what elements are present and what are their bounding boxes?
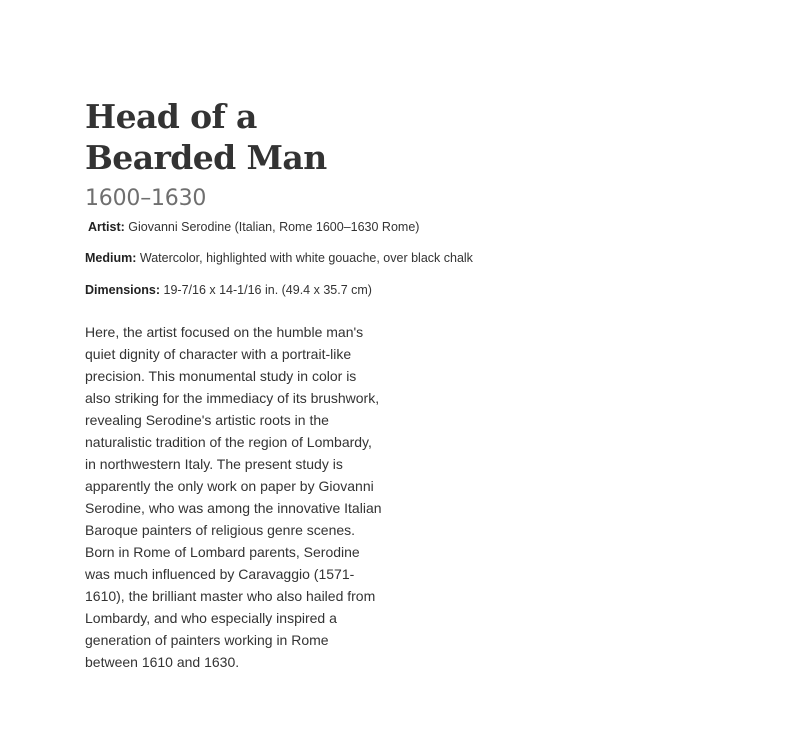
- artist-value: Giovanni Serodine (Italian, Rome 1600–1630 Rome): [128, 220, 420, 234]
- artwork-description: Here, the artist focused on the humble man's quiet dignity of character with a portrait-like precision. This monumental study in color is also striking for the immediacy of its brushwork, revealing Serodine's artistic roots in the naturalistic tradition of the region of Lombardy, in northwestern Italy. The present study is apparently the only work on paper by Giovanni Serodine, who was among the innovative Italian Baroque painters of religious genre scenes. Born in Rome of Lombard parents, Serodine was much influenced by Caravaggio (1571-1610), the brilliant master who also hailed from Lombardy, and who especially inspired a generation of painters working in Rome between 1610 and 1630.: [85, 324, 382, 670]
- dimensions-label: Dimensions:: [85, 283, 161, 297]
- artwork-date: 1600–1630: [85, 186, 207, 211]
- dimensions-value: 19-7/16 x 14-1/16 in. (49.4 x 35.7 cm): [163, 283, 372, 297]
- medium-label: Medium:: [85, 251, 137, 265]
- dimensions-line: [85, 282, 545, 298]
- medium-line: [85, 250, 545, 266]
- artist-label: Artist:: [88, 220, 125, 234]
- artwork-title: Head of a Bearded Man: [85, 97, 327, 177]
- medium-value: Watercolor, highlighted with white gouache, over black chalk: [139, 251, 473, 265]
- artist-line: [85, 219, 545, 235]
- artwork-details: [85, 96, 545, 673]
